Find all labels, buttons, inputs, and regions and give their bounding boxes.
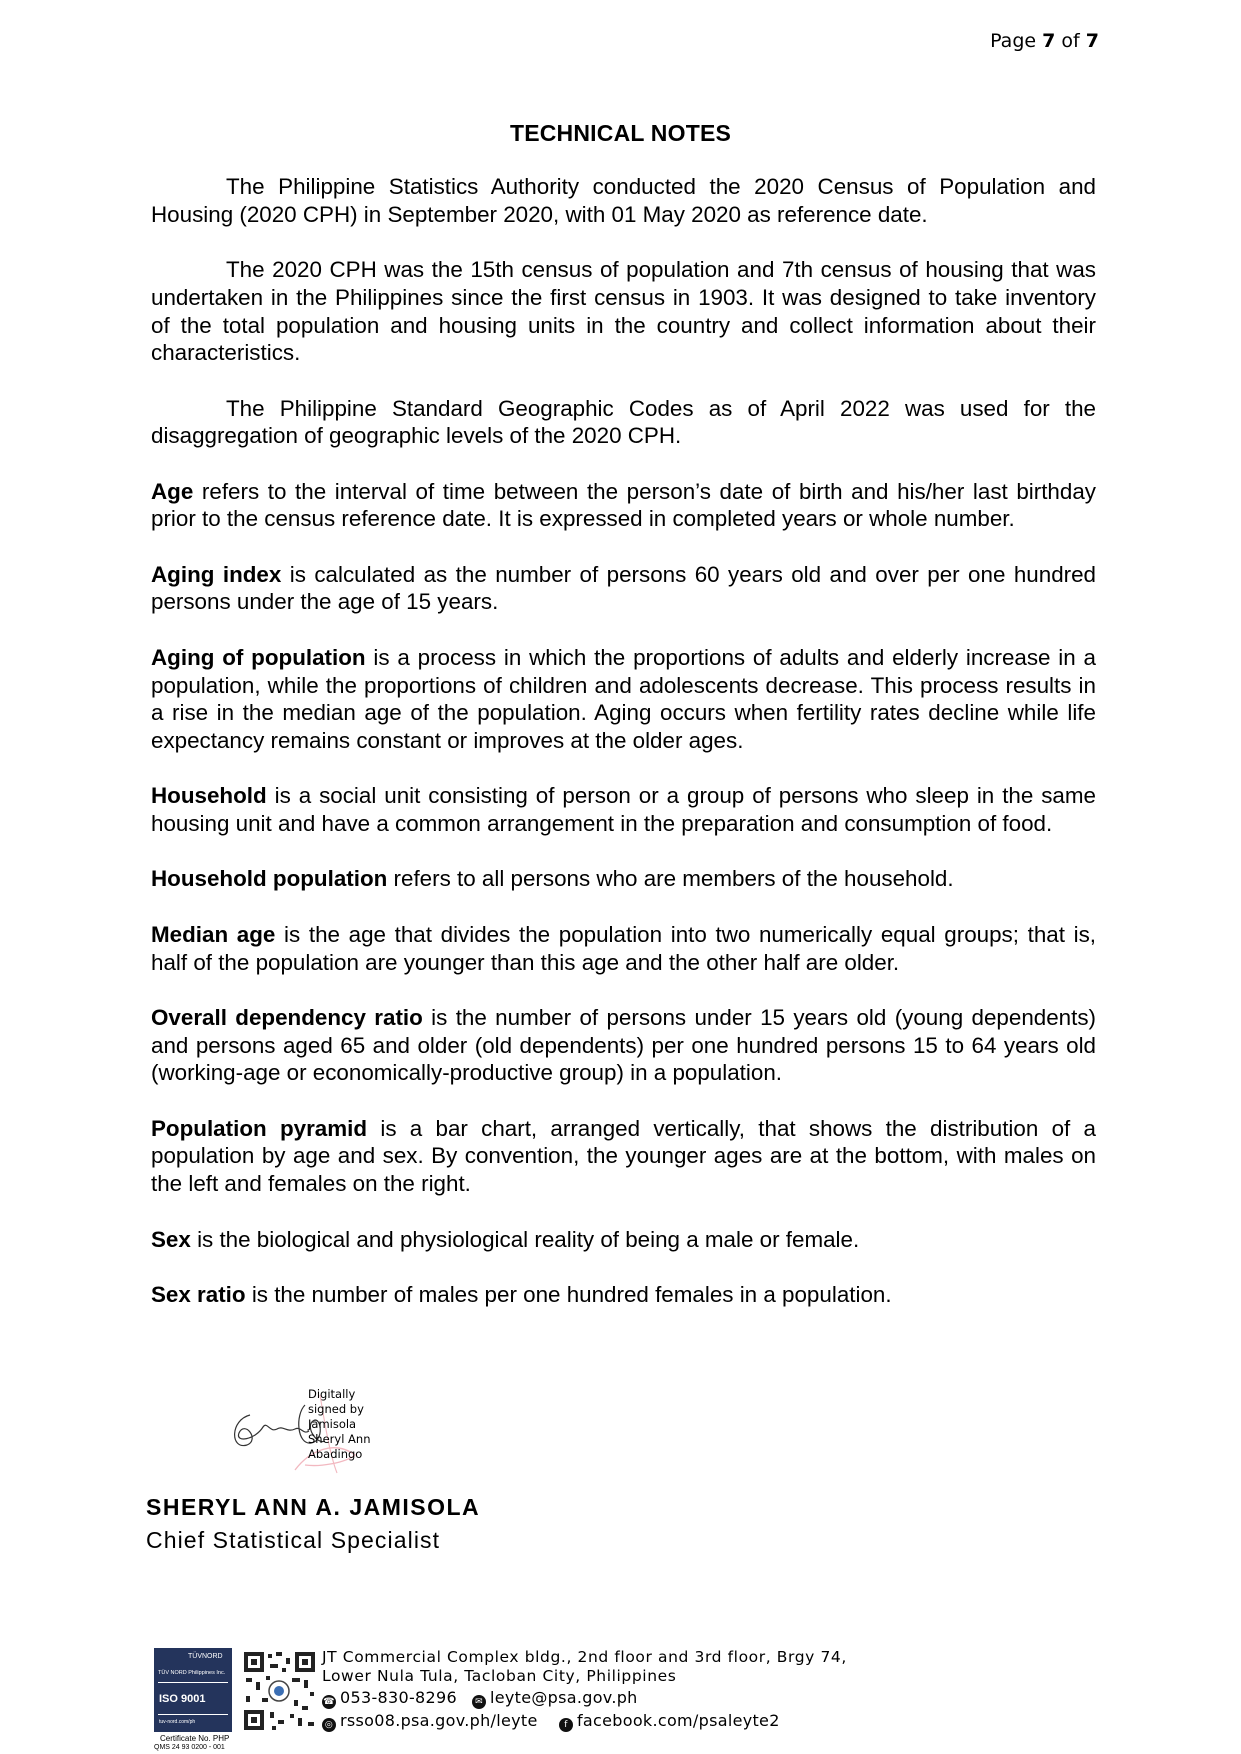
page-prefix: Page xyxy=(990,30,1043,52)
iso-label: ISO 9001 xyxy=(159,1693,206,1705)
definition-text: is the number of males per one hundred females in a population. xyxy=(245,1281,892,1307)
cert-company: TÜV NORD Philippines Inc. xyxy=(158,1670,226,1676)
definition-text: is the number of persons under 15 years old (young dependents) and persons aged 65 and older (old dependents) per one hundred persons 15 to 64 years old (working-age or economically-productive group) in a population. xyxy=(151,1004,1096,1086)
cert-brand: TÜVNORD xyxy=(188,1653,223,1660)
page-current: 7 xyxy=(1042,30,1056,52)
cert-small: tuv-nord.com/ph xyxy=(159,1719,196,1725)
census-paragraph: The 2020 CPH was the 15th census of population and 7th census of housing that was undertaken in the Philippines since the first census in 1903. It was designed to take inventory of the total population and housing units in the country and collect information about their characteristics. xyxy=(151,257,1096,366)
divider xyxy=(158,1682,228,1683)
email-address: leyte@psa.gov.ph xyxy=(490,1688,638,1707)
page-of: of xyxy=(1055,30,1086,52)
address-line: Lower Nula Tula, Tacloban City, Philippines xyxy=(322,1666,677,1685)
definition-aging-index xyxy=(151,561,1096,616)
page-total: 7 xyxy=(1085,30,1099,52)
facebook-icon: f xyxy=(559,1718,573,1732)
definition-term: Population pyramid xyxy=(151,1115,368,1141)
definition-term: Age xyxy=(151,478,194,504)
website-contact[interactable] xyxy=(322,1711,538,1732)
definition-term: Household population xyxy=(151,866,388,892)
qr-code-icon xyxy=(242,1650,317,1732)
page-title: TECHNICAL NOTES xyxy=(509,120,732,146)
definition-term: Median age xyxy=(151,921,276,947)
digital-signature-line: Jamisola xyxy=(308,1417,357,1431)
phone-number: 053-830-8296 xyxy=(340,1688,457,1707)
phone-icon: ☎ xyxy=(323,1697,335,1707)
definition-household xyxy=(151,782,1096,837)
definition-aging-of-population xyxy=(151,644,1096,755)
definition-overall-dependency-ratio xyxy=(151,1004,1096,1087)
psgc-paragraph: The Philippine Standard Geographic Codes as of April 2022 was used for the disaggregation of geographic levels of the 2020 CPH. xyxy=(151,395,1096,449)
definition-age xyxy=(151,478,1096,533)
definition-text: is a social unit consisting of person or a group of persons who sleep in the same housing unit and have a common arrangement in the preparation and consumption of food. xyxy=(151,783,1096,837)
definition-term: Sex xyxy=(151,1226,191,1252)
definition-text: refers to all persons who are members of the household. xyxy=(387,866,954,892)
address-line: JT Commercial Complex bldg., 2nd floor and 3rd floor, Brgy 74, xyxy=(322,1648,847,1666)
definition-term: Overall dependency ratio xyxy=(151,1004,423,1030)
facebook-contact[interactable] xyxy=(559,1711,780,1732)
facebook-link[interactable]: facebook.com/psaleyte2 xyxy=(577,1711,780,1730)
digital-signature-line: Abadingo xyxy=(308,1447,363,1461)
definition-text: is the age that divides the population into two numerically equal groups; that is, half of the population are younger than this age and the other half are older. xyxy=(151,921,1097,975)
definition-term: Household xyxy=(151,783,267,809)
definition-term: Sex ratio xyxy=(151,1281,246,1307)
digital-signature-line: signed by xyxy=(308,1402,364,1416)
page-number xyxy=(990,30,1099,52)
definition-population-pyramid xyxy=(151,1115,1096,1198)
definition-text: is calculated as the number of persons 60 years old and over per one hundred persons under the age of 15 years. xyxy=(151,561,1097,615)
digital-signature-note xyxy=(308,1387,371,1462)
certificate-number: Certificate No. PHP xyxy=(160,1734,230,1743)
definition-median-age xyxy=(151,921,1096,976)
intro-paragraph: The Philippine Statistics Authority conducted the 2020 Census of Population and Housing (2020 CPH) in September 2020, with 01 May 2020 as reference date. xyxy=(151,174,1096,227)
email-icon: ✉ xyxy=(472,1695,486,1709)
definition-sex xyxy=(151,1226,1096,1254)
phone-contact xyxy=(322,1688,457,1709)
definition-text: is the biological and physiological reality of being a male or female. xyxy=(190,1226,860,1252)
definition-text: is a bar chart, arranged vertically, that shows the distribution of a population by age and sex. By convention, the younger ages are at the bottom, with males on the left and females on the right. xyxy=(151,1115,1096,1197)
office-address xyxy=(322,1648,847,1685)
certificate-code: QMS 24 93 0200 - 001 xyxy=(154,1744,225,1751)
definition-household-population xyxy=(151,865,1096,893)
digital-signature-line: Digitally xyxy=(308,1387,356,1401)
digital-signature-line: Sheryl Ann xyxy=(308,1432,371,1446)
signer-name: SHERYL ANN A. JAMISOLA xyxy=(146,1494,481,1520)
definition-term: Aging index xyxy=(151,561,282,587)
definition-term: Aging of population xyxy=(151,644,366,670)
definition-text: is a process in which the proportions of adults and elderly increase in a population, while the proportions of children and adolescents decrease. This process results in a rise in the median age of the population. Aging occurs when fertility rates decline while life expectancy remains constant or improves at the older ages. xyxy=(151,644,1096,753)
iso-certification-badge xyxy=(154,1648,232,1732)
globe-icon: ◎ xyxy=(322,1718,336,1732)
definition-sex-ratio xyxy=(151,1281,1096,1309)
email-contact xyxy=(472,1688,638,1709)
website-link[interactable]: rsso08.psa.gov.ph/leyte xyxy=(340,1711,538,1730)
signer-position: Chief Statistical Specialist xyxy=(146,1527,441,1553)
definition-text: refers to the interval of time between the person’s date of birth and his/her last birthday prior to the census reference date. It is expressed in completed years or whole number. xyxy=(151,478,1096,532)
document-body xyxy=(151,173,1096,1336)
divider xyxy=(158,1714,228,1715)
footer xyxy=(154,1648,847,1751)
